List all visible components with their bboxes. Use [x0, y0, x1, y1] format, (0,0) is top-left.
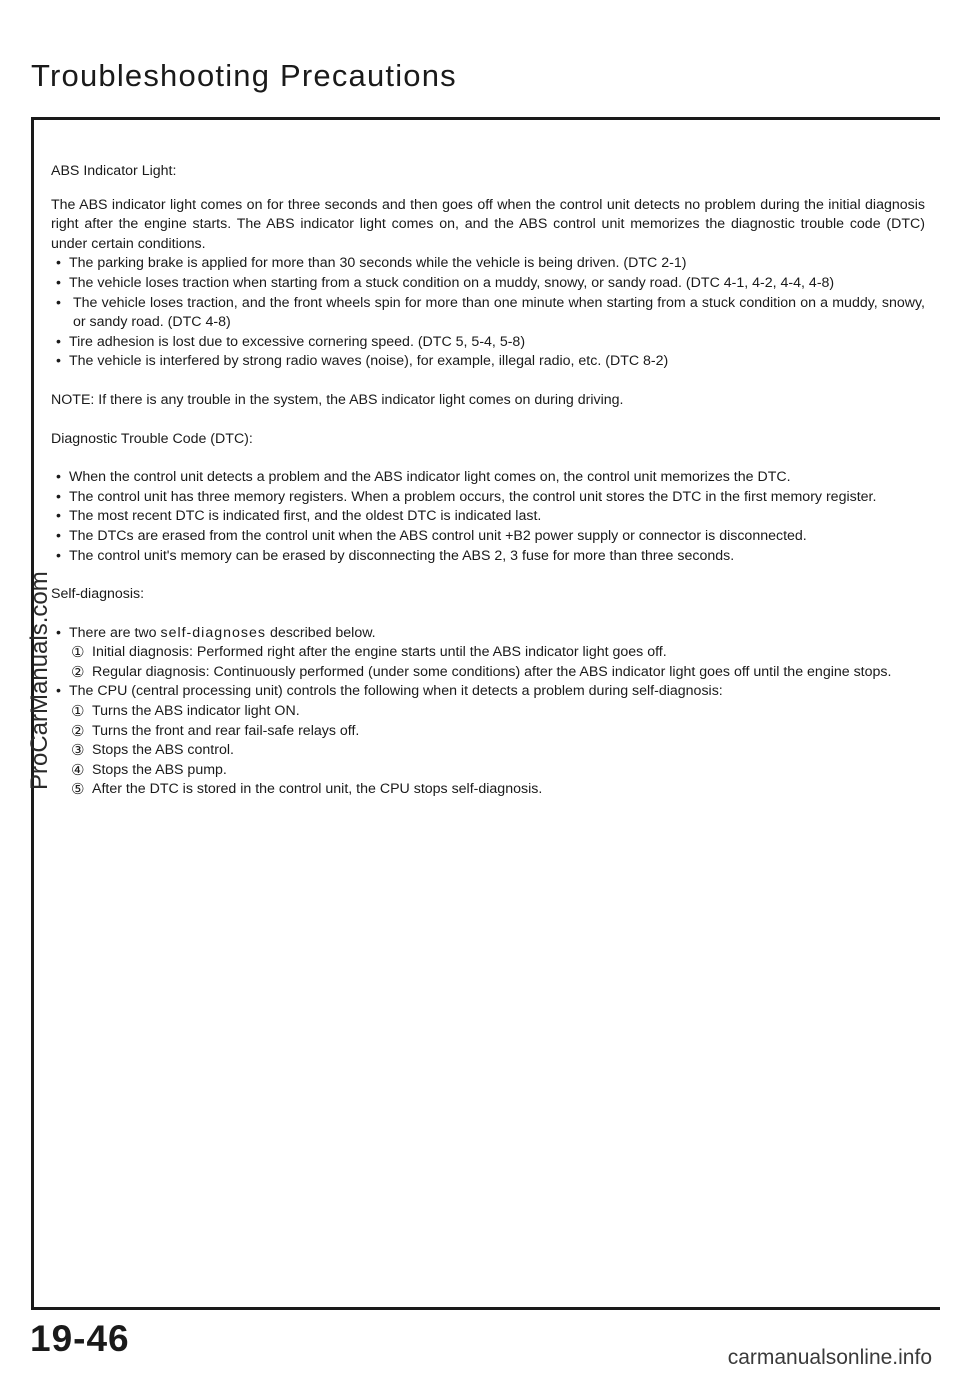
- bottom-watermark: carmanualsonline.info: [727, 1346, 932, 1369]
- bullet-icon: •: [56, 274, 61, 291]
- page-title: Troubleshooting Precautions: [31, 58, 457, 93]
- cpu-action-item: ⑤ After the DTC is stored in the control unit, the CPU stops self-diagnosis.: [71, 781, 543, 799]
- list-item: • The control unit's memory can be erased by disconnecting the ABS 2, 3 fuse for more than three seconds.: [51, 547, 925, 567]
- circled-number-icon: ②: [71, 663, 85, 681]
- bullet-icon: •: [56, 527, 61, 544]
- circled-number-icon: ④: [71, 761, 85, 779]
- circled-number-icon: ②: [71, 722, 85, 740]
- frame-top-rule: [31, 117, 940, 120]
- bullet-icon: •: [56, 683, 61, 700]
- diagnosis-mode-item: ① Initial diagnosis: Performed right after the engine starts until the ABS indicator light goes off.: [71, 644, 667, 662]
- bullet-icon: •: [56, 333, 61, 350]
- abs-light-note: NOTE: If there is any trouble in the system, the ABS indicator light comes on during driving.: [51, 391, 624, 408]
- list-item: • The control unit has three memory registers. When a problem occurs, the control unit stores the DTC in the first memory register.: [51, 488, 925, 508]
- list-item: • There are two self-diagnoses described below.: [51, 624, 925, 644]
- abs-light-heading: ABS Indicator Light:: [51, 163, 177, 179]
- dtc-list: [51, 468, 925, 566]
- page-number: 19-46: [30, 1318, 130, 1359]
- bullet-icon: •: [56, 353, 61, 370]
- abs-light-intro: The ABS indicator light comes on for three seconds and then goes off when the control unit detects no problem during the initial diagnosis right after the engine starts. The ABS indicator light comes on, and the ABS control unit memorizes the diagnostic trouble code (DTC) under certain conditions.: [51, 196, 925, 252]
- list-item: • The vehicle loses traction when starting from a stuck condition on a muddy, snowy, or sandy road. (DTC 4-1, 4-2, 4-4, 4-8): [51, 274, 925, 294]
- cpu-action-item: ① Turns the ABS indicator light ON.: [71, 703, 300, 721]
- self-diagnosis-heading: Self-diagnosis:: [51, 586, 145, 603]
- page-content: [51, 162, 925, 800]
- side-watermark: ProCarManuals.com: [26, 571, 53, 790]
- list-item: • The most recent DTC is indicated first, and the oldest DTC is indicated last.: [51, 507, 925, 527]
- bullet-icon: •: [56, 508, 61, 525]
- circled-number-icon: ③: [71, 742, 85, 760]
- circled-number-icon: ①: [71, 703, 85, 721]
- list-item: • The vehicle loses traction, and the front wheels spin for more than one minute when starting from a stuck condition on a muddy, snowy, or sandy road. (DTC 4-8): [56, 294, 925, 331]
- cpu-action-item: ③ Stops the ABS control.: [71, 742, 234, 760]
- abs-light-conditions-list: [51, 254, 925, 372]
- list-item: • The parking brake is applied for more than 30 seconds while the vehicle is being driven. (DTC 2-1): [51, 254, 925, 274]
- list-item: • Tire adhesion is lost due to excessive cornering speed. (DTC 5, 5-4, 5-8): [51, 333, 925, 353]
- self-diagnosis-list: [51, 624, 925, 800]
- frame-bottom-rule: [31, 1307, 940, 1310]
- bullet-icon: •: [56, 624, 61, 641]
- bullet-icon: •: [56, 488, 61, 505]
- cpu-action-item: ② Turns the front and rear fail-safe relays off.: [71, 722, 360, 740]
- list-item: • The vehicle is interfered by strong radio waves (noise), for example, illegal radio, etc. (DTC 8-2): [51, 352, 925, 372]
- dtc-heading: Diagnostic Trouble Code (DTC):: [51, 430, 253, 447]
- bullet-icon: •: [56, 255, 61, 272]
- cpu-action-item: ④ Stops the ABS pump.: [71, 761, 227, 779]
- circled-number-icon: ⑤: [71, 781, 85, 799]
- circled-number-icon: ①: [71, 644, 85, 662]
- list-item: • When the control unit detects a problem and the ABS indicator light comes on, the control unit memorizes the DTC.: [51, 468, 925, 488]
- bullet-icon: •: [56, 469, 61, 486]
- list-item: • The DTCs are erased from the control unit when the ABS control unit +B2 power supply or connector is disconnected.: [51, 527, 925, 547]
- diagnosis-mode-item: ② Regular diagnosis: Continuously performed (under some conditions) after the ABS indicator light goes off until the engine stops.: [71, 663, 892, 681]
- bullet-icon: •: [56, 294, 61, 311]
- list-item: • The CPU (central processing unit) controls the following when it detects a problem during self-diagnosis:: [51, 682, 925, 702]
- bullet-icon: •: [56, 547, 61, 564]
